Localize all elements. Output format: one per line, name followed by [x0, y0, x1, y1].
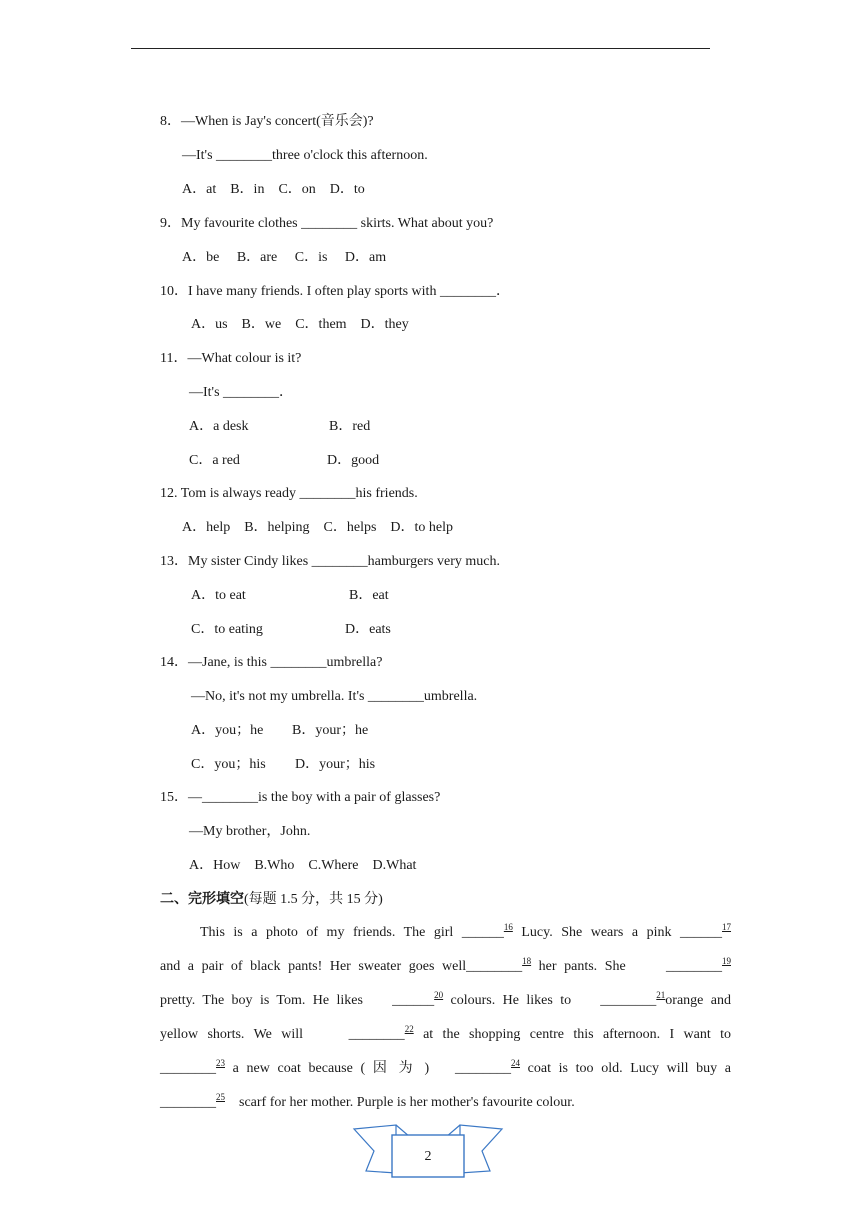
question-11-option-c: C．a red: [189, 453, 240, 468]
passage-line-4: [160, 1026, 731, 1044]
question-13-option-c: C．to eating: [191, 622, 263, 637]
passage-line-5: [160, 1060, 731, 1078]
passage-text: This is a photo of my friends. The girl ______: [200, 925, 504, 940]
question-14: 14．—Jane, is this ________umbrella?: [160, 655, 383, 670]
section-title-bold: 二、完形填空: [160, 891, 244, 907]
question-15: 15．—________is the boy with a pair of glasses?: [160, 790, 441, 805]
passage-text: ________: [160, 1061, 216, 1076]
question-10-options: A．us B．we C．them D．they: [191, 317, 409, 332]
blank-number: 22: [404, 1024, 414, 1034]
blank-number: 21: [656, 990, 666, 1000]
question-14-line-2: —No, it's not my umbrella. It's ________umbrella.: [191, 689, 478, 704]
question-9-options: A．be B．are C．is D．am: [182, 250, 387, 265]
question-9: 9．My favourite clothes ________ skirts. What about you?: [160, 216, 494, 231]
question-8: 8．—When is Jay's concert(音乐会)?: [160, 114, 374, 129]
question-11-option-a: A．a desk: [189, 419, 249, 434]
passage-text: and a pair of black pants! Her sweater goes well________: [160, 959, 523, 974]
question-10: 10．I have many friends. I often play sports with ________．: [160, 284, 510, 299]
question-15-options: A．How B.Who C.Where D.What: [189, 858, 417, 873]
section-title-note: (每题 1.5 分，共 15 分): [244, 892, 383, 907]
question-13: 13．My sister Cindy likes ________hamburgers very much.: [160, 554, 500, 569]
blank-number: 20: [434, 990, 444, 1000]
blank-number: 24: [510, 1058, 520, 1068]
question-12: 12. Tom is always ready ________his friends.: [160, 486, 418, 501]
passage-text: pretty. The boy is Tom. He likes ______: [160, 993, 435, 1008]
question-8-line-2: —It's ________three o'clock this afternoon.: [182, 148, 428, 163]
passage-text: a new coat because ( 因 为 ) ________: [225, 1061, 511, 1076]
question-13-option-b: B．eat: [349, 588, 389, 603]
passage-text: scarf for her mother. Purple is her mother's favourite colour.: [225, 1095, 575, 1110]
question-13-option-a: A．to eat: [191, 588, 246, 603]
question-13-option-d: D．eats: [345, 622, 391, 637]
passage-text: at the shopping centre this afternoon. I want to: [413, 1027, 732, 1042]
question-11-option-d: D．good: [327, 453, 380, 468]
question-14-option-d: D．your；his: [295, 757, 376, 772]
header-rule: [131, 48, 710, 49]
page-number: 2: [424, 1149, 432, 1164]
question-14-option-b: B．your；he: [292, 723, 369, 738]
blank-number: 19: [722, 956, 731, 966]
passage-text: her pants. She ________: [531, 959, 722, 974]
passage-line-3: [160, 992, 731, 1010]
question-15-line-2: —My brother，John.: [189, 824, 311, 839]
question-8-options: A．at B．in C．on D．to: [182, 182, 365, 197]
passage-line-1: [160, 924, 731, 942]
blank-number: 23: [216, 1058, 225, 1068]
question-14-option-a: A．you；he: [191, 723, 264, 738]
passage-text: orange and: [665, 993, 731, 1008]
passage-text: Lucy. She wears a pink ______: [512, 925, 723, 940]
passage-text: ________: [160, 1095, 216, 1110]
question-12-options: A．help B．helping C．helps D．to help: [182, 520, 454, 535]
question-11-option-b: B．red: [329, 419, 371, 434]
blank-number: 18: [522, 956, 532, 966]
passage-text: colours. He likes to ________: [443, 993, 657, 1008]
blank-number: 16: [503, 922, 513, 932]
question-11-line-2: —It's ________．: [189, 385, 294, 400]
section-heading: [160, 890, 383, 909]
question-11: 11．—What colour is it?: [160, 351, 302, 366]
blank-number: 17: [722, 922, 732, 932]
question-14-option-c: C．you；his: [191, 757, 266, 772]
blank-number: 25: [216, 1092, 225, 1102]
passage-text: coat is too old. Lucy will buy a: [519, 1061, 732, 1076]
passage-line-2: [160, 958, 731, 976]
page-footer: [352, 1123, 504, 1179]
passage-text: yellow shorts. We will ________: [160, 1027, 405, 1042]
passage-line-6: [160, 1094, 731, 1112]
